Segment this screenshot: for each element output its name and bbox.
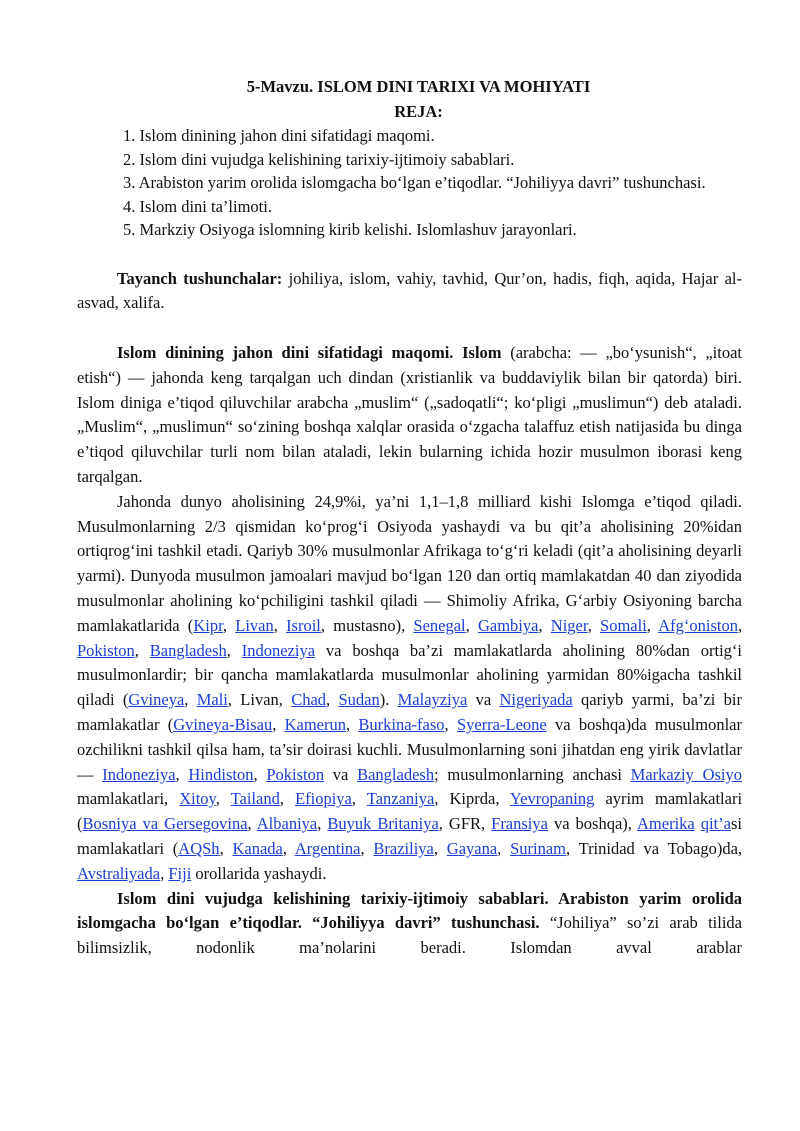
link-livan[interactable]: Livan <box>235 615 274 635</box>
link-kamerun[interactable]: Kamerun <box>284 715 346 735</box>
paragraph-text: orollarida yashaydi. <box>191 863 327 883</box>
link-somali[interactable]: Somali <box>600 615 647 635</box>
section1-paragraph2: Jahonda dunyo aholisining 24,9%i, ya’ni 1,1–1,8 milliard kishi Islomga e’tiqod qiladi. Musulmonlarning 2/3 qismidan ko‘prog‘i Osiyoda yashaydi va bu qit’a aholisining 20%idan ortiqrog‘ini tashkil etadi. Qariyb 30% musulmonlar Afrikaga to‘g‘ri keladi (qit’a aholisining deyarli yarmi). Dunyoda musulmon jamoalari mavjud bo‘lgan 120 dan ortiq mamlakatdan 40 dan ziyodida musulmonlar aholining ko‘pchiligini tashkil qiladi — Shimoliy Afrika, G‘arbiy Osiyoning barcha mamlakatlarida (Kipr, Livan, Isroil, mustasno), Senegal, Gambiya, Niger, Somali, Afg‘oniston, Pokiston, Bangladesh, Indoneziya va boshqa ba’zi mamlakatlarda aholining 80%dan ortig‘i musulmonlardir; bir qancha mamlakatlarda musulmonlar aholining yarmidan 80%igacha tashkil qiladi (Gvineya, Mali, Livan, Chad, Sudan). Malayziya va Nigeriyada qariyb yarmi, ba’zi bir mamlakatlar (Gvineya-Bisau, Kamerun, Burkina-faso, Syerra-Leone va boshqa)da musulmonlar ozchilikni tashkil qilsa ham, ta’sir doirasi kuchli. Musulmonlarning soni jihatdan eng yirik davlatlar — Indoneziya, Hindiston, Pokiston va Bangladesh; musulmonlarning anchasi Markaziy Osiyo mamlakatlari, Xitoy, Tailand, Efiopiya, Tanzaniya, Kiprda, Yevropaning ayrim mamlakatlari (Bosniya va Gersegovina, Albaniya, Buyuk Britaniya, GFR, Fransiya va boshqa), Amerika qit’asi mamlakatlari (AQSh, Kanada, Argentina, Braziliya, Gayana, Surinam, Trinidad va Tobago)da, Avstraliyada, Fiji orollarida yashaydi. <box>77 491 743 883</box>
paragraph-text: mustasno), <box>333 615 406 635</box>
link-qita[interactable]: qit’a <box>700 814 731 834</box>
link-burkina-faso[interactable]: Burkina-faso <box>358 715 445 735</box>
link-yevropaning[interactable]: Yevropaning <box>509 789 595 809</box>
link-aqsh[interactable]: AQSh <box>178 839 220 859</box>
link-buyuk-britaniya[interactable]: Buyuk Britaniya <box>327 814 439 834</box>
link-niger[interactable]: Niger <box>550 615 588 635</box>
link-fiji[interactable]: Fiji <box>168 863 192 883</box>
document-title: 5-Mavzu. ISLOM DINI TARIXI VA MOHIYATI <box>246 77 591 96</box>
link-indoneziya-2[interactable]: Indoneziya <box>102 764 176 784</box>
link-isroil[interactable]: Isroil <box>286 615 321 635</box>
key-terms <box>77 267 742 317</box>
link-senegal[interactable]: Senegal <box>413 615 466 635</box>
paragraph-text: GFR, <box>448 814 492 834</box>
key-terms-label: Tayanch tushunchalar: <box>117 268 283 288</box>
paragraph-text: “Johiliya” so’zi arab tilida bilimsizlik, nodonlik ma’nolarini beradi. Islomdan avval arablar <box>77 913 742 958</box>
link-gayana[interactable]: Gayana <box>446 839 498 859</box>
plan-list <box>77 124 742 242</box>
link-argentina[interactable]: Argentina <box>294 839 361 859</box>
paragraph-text: ; musulmonlarning anchasi <box>434 764 631 784</box>
paragraph-text: va boshqa)da musulmonlar ozchilikni tashkil qilsa ham, ta’sir doirasi kuchli. Musulmonlarning soni jihatdan eng yirik davlatlar — <box>77 715 742 784</box>
link-malayziya[interactable]: Malayziya <box>397 690 468 710</box>
paragraph-text: Livan, <box>240 690 292 710</box>
plan-item: 3. Arabiston yarim orolida islomgacha bo‘lgan e’tiqodlar. “Johiliyya davri” tushunchasi. <box>123 173 706 192</box>
plan-item: 5. Markziy Osiyoga islomning kirib kelishi. Islomlashuv jarayonlari. <box>123 220 577 239</box>
paragraph-text: mamlakatlari, <box>77 789 180 809</box>
link-chad[interactable]: Chad <box>291 690 327 710</box>
plan-item: 1. Islom dinining jahon dini sifatidagi maqomi. <box>123 126 435 145</box>
link-efiopiya[interactable]: Efiopiya <box>295 789 352 809</box>
plan-label: REJA: <box>394 102 443 121</box>
section2-paragraph <box>77 887 742 961</box>
link-kanada[interactable]: Kanada <box>232 839 283 859</box>
link-bangladesh-2[interactable]: Bangladesh <box>357 764 435 784</box>
section2-heading: Islom dini vujudga kelishining tarixiy-ijtimoiy sabablari. Arabiston yarim orolida islomgacha bo‘lgan e’tiqodlar. “Johiliyya davri” tushunchasi. <box>77 888 742 933</box>
link-bosniya[interactable]: Bosniya va Gersegovina <box>82 814 248 834</box>
paragraph-text: , Kiprda, <box>434 789 510 809</box>
link-bangladesh[interactable]: Bangladesh <box>149 640 227 660</box>
paragraph-text: si mamlakatlari ( <box>77 814 742 859</box>
paragraph-text: Jahonda dunyo aholisining 24,9%i, ya’ni 1,1–1,8 milliard kishi Islomga e’tiqod qiladi. Musulmonlarning 2/3 qismidan ko‘prog‘i Osiyoda yashaydi va bu qit’a aholisining 20%idan ortiqrog‘ini tashkil etadi. Qariyb 30% musulmonlar Afrikaga to‘g‘ri keladi (qit’a aholisining deyarli yarmi). Dunyoda musulmon jamoalari mavjud bo‘lgan 120 dan ortiq mamlakatdan 40 dan ziyodida musulmonlar aholining ko‘pchiligini tashkil qiladi — Shimoliy Afrika, G‘arbiy Osiyoning barcha mamlakatlarida ( <box>77 491 742 635</box>
link-surinam[interactable]: Surinam <box>510 839 566 859</box>
paragraph-text: (arabcha: — „bo‘ysunish“, „itoat etish“) — jahonda keng tarqalgan uch dindan (xristianlik va buddaviylik bilan bir qatorda) biri. Islom diniga e’tiqod qiluvchilar arabcha „muslim“ („sadoqatli“; ko‘pligi „muslimun“) deb ataladi. „Muslim“, „muslimun“ so‘zining boshqa xalqlar orasida o‘zgacha talaffuz etish natijasida bu dinga e’tiqod qiluvchilar turli nom bilan ataladi, lekin bularning ichida hozir musulmon iborasi keng tarqalgan. <box>77 343 743 487</box>
section1-paragraph1 <box>77 341 742 490</box>
islom-bold: Islom <box>462 343 502 363</box>
link-gvineya-bisau[interactable]: Gvineya-Bisau <box>173 715 273 735</box>
link-markaziy-osiyo[interactable]: Markaziy Osiyo <box>630 764 743 784</box>
paragraph-text: ayrim mamlakatlari ( <box>77 789 743 834</box>
link-tanzaniya[interactable]: Tanzaniya <box>366 789 435 809</box>
link-avstraliyada[interactable]: Avstraliyada <box>77 863 161 883</box>
link-afgoniston[interactable]: Afg‘oniston <box>658 615 738 635</box>
link-hindiston[interactable]: Hindiston <box>188 764 254 784</box>
link-tailand[interactable]: Tailand <box>230 789 280 809</box>
link-mali[interactable]: Mali <box>196 690 228 710</box>
paragraph-text: va boshqa), <box>547 814 637 834</box>
plan-item: 4. Islom dini ta’limoti. <box>123 196 272 216</box>
link-amerika[interactable]: Amerika <box>637 814 695 834</box>
link-braziliya[interactable]: Braziliya <box>373 839 434 859</box>
paragraph-text: qariyb yarmi, ba’zi bir mamlakatlar ( <box>77 690 743 735</box>
paragraph-text: va boshqa ba’zi mamlakatlarda aholining 80%dan ortig‘i musulmonlardir; bir qancha mamlakatlarda musulmonlar aholining yarmidan 80%igacha tashkil qiladi ( <box>77 640 743 710</box>
link-pokiston[interactable]: Pokiston <box>77 640 135 660</box>
link-gambiya[interactable]: Gambiya <box>477 615 539 635</box>
link-pokiston-2[interactable]: Pokiston <box>266 764 325 784</box>
link-indoneziya[interactable]: Indoneziya <box>241 640 316 660</box>
link-gvineya[interactable]: Gvineya <box>128 690 185 710</box>
key-terms-text: johiliya, islom, vahiy, tavhid, Qur’on, hadis, fiqh, aqida, Hajar al-asvad, xalifa. <box>77 268 742 313</box>
link-syerra-leone[interactable]: Syerra-Leone <box>456 715 547 735</box>
plan-item: 2. Islom dini vujudga kelishining tarixiy-ijtimoiy sabablari. <box>123 149 515 169</box>
link-kipr[interactable]: Kipr <box>193 615 223 635</box>
section1-heading: Islom dinining jahon dini sifatidagi maqomi. <box>117 343 454 363</box>
link-sudan[interactable]: Sudan <box>338 690 380 710</box>
link-xitoy[interactable]: Xitoy <box>179 789 216 809</box>
link-albaniya[interactable]: Albaniya <box>256 814 318 834</box>
paragraph-text: Trinidad va Tobago)da, <box>570 839 743 859</box>
link-nigeriyada[interactable]: Nigeriyada <box>499 690 573 710</box>
link-fransiya[interactable]: Fransiya <box>491 814 548 834</box>
